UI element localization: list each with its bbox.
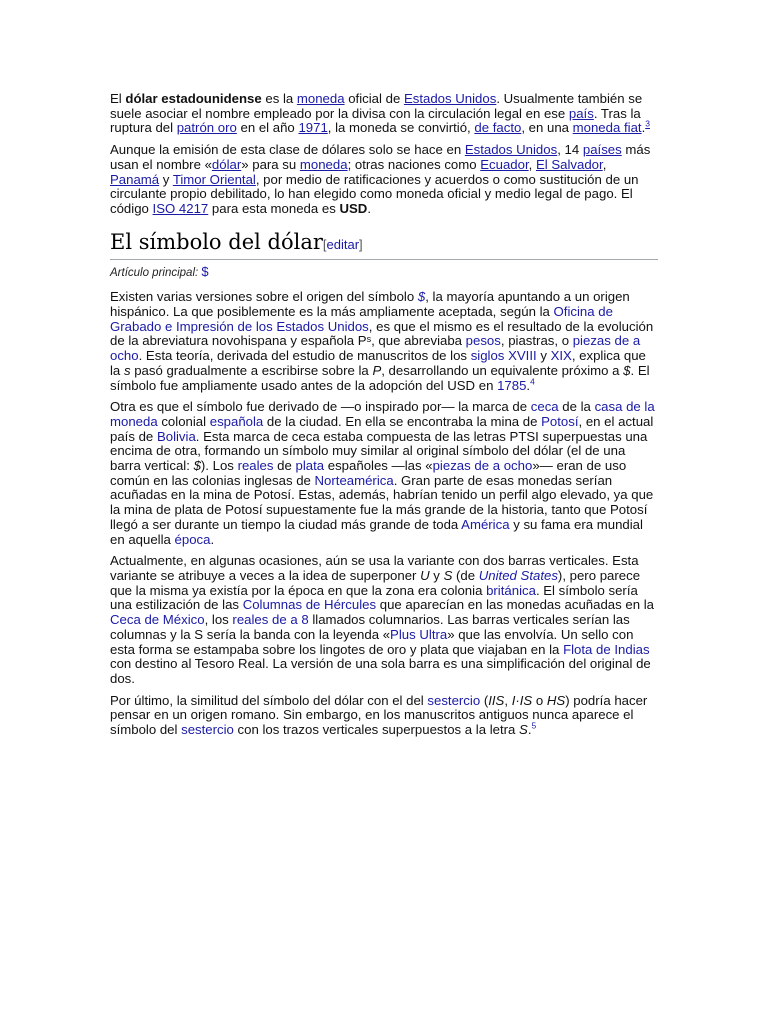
text: .	[527, 722, 532, 738]
text: (	[480, 692, 489, 708]
text: para esta moneda es	[208, 200, 340, 216]
italic-letter: S	[443, 567, 453, 583]
text: Aunque la emisión de esta clase de dólares solo se hace en	[110, 142, 465, 158]
link-ceca[interactable]: ceca	[530, 399, 559, 415]
link-britanica[interactable]: británica	[486, 582, 536, 598]
text: oficial de	[344, 91, 404, 106]
link-de-facto[interactable]: de facto	[474, 120, 522, 136]
text: más usan el nombre «	[110, 142, 651, 172]
text: , piastras, o	[500, 333, 573, 349]
link-espanola[interactable]: española	[209, 413, 264, 429]
text: ), pero parece que la misma ya existía por la época en que la zona era colonia	[110, 567, 641, 598]
text: .	[367, 200, 371, 216]
link-pais[interactable]: país	[568, 105, 594, 121]
text: Otra es que el símbolo fue derivado de —o inspirado por— la marca de	[110, 399, 531, 415]
text: . Esta marca de ceca estaba compuesta de las letras PTSI superpuestas una encima de otra, formando un símbolo muy similar al original símbolo del dólar (el de una barra vertical:	[110, 428, 648, 474]
text: y	[536, 348, 551, 364]
text: ) podría hacer pensar en un origen romano. Sin embargo, en los manuscritos antiguos nunca aparece el símbolo del	[110, 692, 648, 738]
text: , es que el mismo es el resultado de la evolución de la abreviatura novohispana y española Pˢ, que abreviaba	[110, 318, 654, 349]
link-potosi[interactable]: Potosí	[541, 413, 579, 429]
italic-abbrev: HS	[546, 692, 566, 708]
link-america[interactable]: América	[461, 516, 510, 532]
reference-4[interactable]: 4	[530, 376, 535, 387]
link-patron-oro[interactable]: patrón oro	[176, 120, 237, 136]
text: pasó gradualmente a escribirse sobre la	[130, 362, 373, 378]
text: de	[273, 458, 296, 474]
text: es la	[261, 91, 297, 106]
text: . El símbolo fue ampliamente usado antes de la adopción del USD en	[110, 362, 650, 393]
text: ; otras naciones como	[347, 156, 481, 172]
reference-5[interactable]: 5	[531, 720, 537, 731]
italic-symbol: $	[193, 458, 201, 474]
text: con los trazos verticales superpuestos a la letra	[233, 722, 520, 738]
text: . Tras la ruptura del	[110, 105, 641, 136]
link-casa-de-la-moneda[interactable]: casa de la moneda	[110, 399, 655, 429]
link-siglo-xix[interactable]: XIX	[550, 348, 572, 364]
link-piezas-de-a-ocho[interactable]: piezas de a ocho	[432, 458, 533, 474]
text: ,	[504, 692, 512, 708]
bold-term: dólar estadounidense	[125, 91, 262, 106]
reference-3[interactable]: 3	[645, 119, 650, 130]
text: , la moneda se convirtió,	[327, 120, 475, 136]
bold-code: USD	[339, 200, 368, 216]
text: españoles —las «	[324, 458, 433, 474]
link-reales-de-a-8[interactable]: reales de a 8	[232, 612, 309, 628]
section-heading	[110, 229, 658, 260]
text: de la ciudad. En ella se encontraba la mina de	[263, 413, 542, 429]
intro-paragraph-2	[110, 143, 658, 217]
text: que aparecían en las monedas acuñadas en la	[376, 597, 654, 613]
text: ,	[528, 156, 536, 172]
link-pesos[interactable]: pesos	[465, 333, 501, 349]
text: , la mayoría apuntando a un origen hispánico. La que posiblemente es la más ampliamente aceptada, según la	[110, 289, 630, 320]
edit-link[interactable]: editar	[326, 236, 360, 252]
text: (de	[452, 567, 479, 583]
paragraph-two-bars	[110, 554, 658, 686]
text: , explica que la	[110, 348, 646, 378]
text: , 14	[557, 142, 583, 158]
link-dollar-symbol[interactable]: $	[417, 289, 426, 305]
italic-letter: U	[420, 567, 430, 583]
link-estados-unidos[interactable]: Estados Unidos	[464, 142, 558, 158]
text: de la	[558, 399, 595, 415]
link-ecuador[interactable]: Ecuador	[480, 156, 529, 172]
text: colonial	[157, 413, 210, 429]
text: .	[641, 120, 646, 136]
text: » que las envolvía. Un sello con esta forma se estampaba sobre los lingotes de oro y plata que viajaban en la	[110, 626, 634, 657]
italic-letter: S	[519, 722, 528, 738]
text: , en una	[521, 120, 573, 136]
link-norteamerica[interactable]: Norteamérica	[314, 472, 394, 488]
italic-symbol: $	[623, 362, 631, 378]
main-article-note	[110, 265, 658, 281]
paragraph-origin-potosi	[110, 400, 658, 547]
intro-paragraph-1	[110, 92, 658, 136]
text: llamados columnarios. Las barras verticales serían las columnas y la S sería la banda con la leyenda «	[110, 612, 630, 642]
bracket: ]	[359, 236, 363, 252]
link-1971[interactable]: 1971	[298, 120, 328, 136]
edit-section	[323, 237, 363, 252]
link-siglo-xviii[interactable]: siglos XVIII	[470, 348, 537, 364]
link-moneda[interactable]: moneda	[296, 91, 345, 106]
paragraph-sestercio	[110, 694, 658, 738]
text: , en el actual país de	[110, 413, 654, 444]
link-estados-unidos[interactable]: Estados Unidos	[403, 91, 497, 106]
text: . El símbolo sería una estilización de las	[110, 582, 638, 613]
link-dolar[interactable]: dólar	[211, 156, 242, 172]
text: . Gran parte de esas monedas serían acuñadas en la mina de Potosí. Estas, además, habrían tenido un perfil algo elevado, ya que la mina de plata de Potosí supuestamente fue la más grande de la historia, tanto que Potosí llegó a ser durante un tiempo la ciudad más grande de toda	[110, 472, 654, 532]
link-piezas-de-a-ocho[interactable]: piezas de a ocho	[110, 333, 641, 364]
link-timor-oriental[interactable]: Timor Oriental	[172, 171, 256, 187]
link-epoca[interactable]: época	[174, 531, 211, 547]
hatnote-label: Artículo principal:	[110, 266, 202, 279]
link-moneda-fiat[interactable]: moneda fiat	[572, 120, 642, 136]
italic-letter: s	[123, 362, 131, 378]
italic-abbrev: IIS	[488, 692, 505, 708]
link-plata[interactable]: plata	[295, 458, 325, 474]
link-panama[interactable]: Panamá	[110, 171, 160, 187]
text: y	[429, 567, 444, 583]
link-paises[interactable]: países	[582, 142, 622, 158]
text: , los	[204, 612, 233, 628]
paragraph-origin-hispanic	[110, 290, 658, 393]
text: con destino al Tesoro Real. La versión de una sola barra es una simplificación del original de dos.	[110, 656, 651, 686]
link-oficina-grabado[interactable]: Oficina de Grabado e Impresión de los Estados Unidos	[110, 304, 613, 334]
text: Existen varias versiones sobre el origen del símbolo	[110, 289, 418, 305]
bracket: [	[322, 236, 327, 252]
text: ,	[602, 156, 607, 172]
text: , desarrollando un equivalente próximo a	[381, 362, 624, 378]
text: en el año	[236, 120, 299, 136]
link-columnas-de-hercules[interactable]: Columnas de Hércules	[242, 597, 377, 613]
link-iso-4217[interactable]: ISO 4217	[152, 200, 209, 216]
section-title: El símbolo del dólar	[110, 229, 323, 254]
link-ceca-de-mexico[interactable]: Ceca de México	[110, 612, 205, 628]
text: Por último, la similitud del símbolo del dólar con el del	[110, 692, 428, 708]
article-body	[110, 92, 658, 745]
text: » para su	[241, 156, 300, 172]
link-sestercio[interactable]: sestercio	[427, 692, 481, 708]
link-flota-de-indias[interactable]: Flota de Indias	[563, 641, 650, 657]
link-plus-ultra[interactable]: Plus Ultra	[390, 626, 448, 642]
text: , por medio de ratificaciones y acuerdos o como sustitución de un circulante propio debilitado, lo han elegido como moneda oficial y medio legal de pago. El código	[110, 171, 639, 216]
text: y	[159, 171, 173, 187]
link-reales[interactable]: reales	[237, 458, 274, 474]
text: o	[532, 692, 547, 708]
text: Actualmente, en algunas ocasiones, aún se usa la variante con dos barras verticales. Esta variante se atribuye a veces a la idea de superponer	[110, 553, 639, 583]
link-moneda[interactable]: moneda	[299, 156, 348, 172]
italic-letter: P	[372, 362, 382, 378]
text: . Esta teoría, derivada del estudio de manuscritos de los	[138, 348, 471, 364]
link-sestercio[interactable]: sestercio	[181, 722, 234, 738]
text: .	[210, 531, 215, 547]
text: ). Los	[200, 458, 238, 474]
text: .	[526, 377, 531, 393]
link-dollar-sign[interactable]: $	[201, 263, 209, 279]
text: y su fama era mundial en aquella	[110, 516, 643, 547]
text: . Usualmente también se suele asociar el nombre empleado por la divisa con la circulación legal en ese	[110, 91, 643, 121]
link-united-states[interactable]: United States	[478, 567, 558, 583]
text: »— eran de uso común en las colonias inglesas de	[110, 458, 627, 488]
link-bolivia[interactable]: Bolivia	[156, 428, 196, 444]
link-1785[interactable]: 1785	[497, 377, 527, 393]
text: El	[110, 91, 126, 106]
link-el-salvador[interactable]: El Salvador	[535, 156, 603, 172]
italic-abbrev: I·IS	[511, 692, 533, 708]
